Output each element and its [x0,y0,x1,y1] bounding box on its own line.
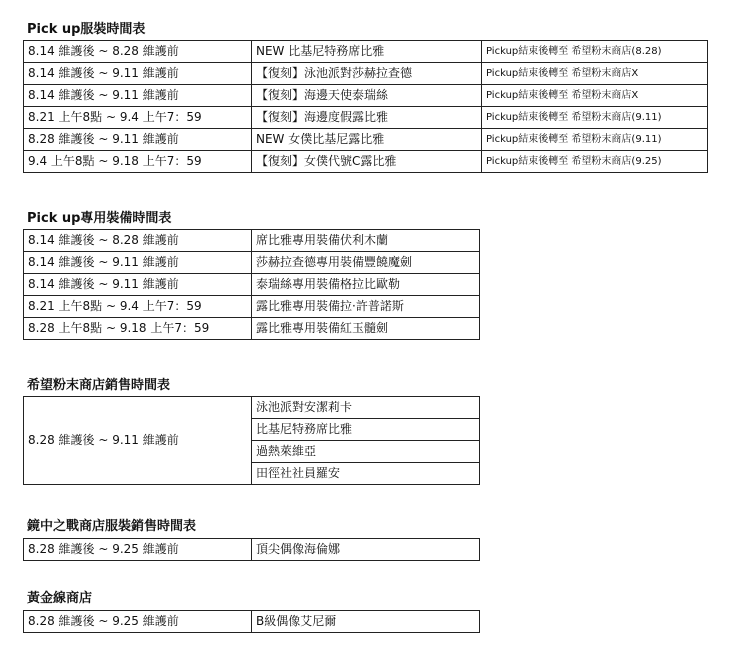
costume-cell: 【復刻】女僕代號C露比雅 [252,151,482,173]
table-row [24,274,480,296]
mirror-war-shop-table [23,538,480,561]
costume-cell: 【復刻】海邊度假露比雅 [252,107,482,129]
shop-item-cell: 比基尼特務席比雅 [252,419,480,441]
period-cell: 8.21 上午8點 ~ 9.4 上午7：59 [24,296,252,318]
table-row [24,85,708,107]
table-row [24,252,480,274]
period-cell: 8.28 維護後 ~ 9.11 維護前 [24,129,252,151]
costume-pickup-table [23,40,708,173]
period-cell: 8.28 維護後 ~ 9.25 維護前 [24,539,252,561]
table-row [24,318,480,340]
costume-cell: 【復刻】泳池派對莎赫拉查德 [252,63,482,85]
equipment-cell: 露比雅專用裝備紅玉髓劍 [252,318,480,340]
mirror-war-shop-title: 鏡中之戰商店服裝銷售時間表 [27,519,197,534]
table-row [24,63,708,85]
transfer-note-cell: Pickup結束後轉至 希望粉末商店(9.11) [482,129,708,151]
period-cell: 8.14 維護後 ~ 8.28 維護前 [24,41,252,63]
shop-item-cell: 過熱萊維亞 [252,441,480,463]
transfer-note-cell: Pickup結束後轉至 希望粉末商店(9.25) [482,151,708,173]
equipment-cell: 露比雅專用裝備拉·許普諾斯 [252,296,480,318]
period-cell: 8.28 維護後 ~ 9.25 維護前 [24,611,252,633]
table-row [24,230,480,252]
costume-pickup-title: Pick up服裝時間表 [27,22,146,37]
period-cell: 8.14 維護後 ~ 9.11 維護前 [24,85,252,107]
table-row [24,41,708,63]
equipment-cell: 莎赫拉查德專用裝備豐饒魔劍 [252,252,480,274]
period-cell: 8.14 維護後 ~ 8.28 維護前 [24,230,252,252]
table-row [24,611,480,633]
table-row [24,397,480,419]
hope-powder-shop-table [23,396,480,485]
costume-cell: 【復刻】海邊天使泰瑞絲 [252,85,482,107]
golden-line-shop-title: 黃金線商店 [27,591,93,606]
table-row [24,539,480,561]
shop-item-cell: 頂尖偶像海倫娜 [252,539,480,561]
golden-line-shop-table [23,610,480,633]
table-row [24,107,708,129]
period-cell: 8.28 上午8點 ~ 9.18 上午7：59 [24,318,252,340]
shop-item-cell: 泳池派對安潔莉卡 [252,397,480,419]
equipment-pickup-table [23,229,480,340]
period-cell: 8.28 維護後 ~ 9.11 維護前 [24,397,252,485]
period-cell: 9.4 上午8點 ~ 9.18 上午7：59 [24,151,252,173]
equipment-cell: 泰瑞絲專用裝備格拉比歐勒 [252,274,480,296]
period-cell: 8.14 維護後 ~ 9.11 維護前 [24,252,252,274]
hope-powder-shop-title: 希望粉末商店銷售時間表 [27,378,171,393]
shop-item-cell: 田徑社社員羅安 [252,463,480,485]
table-row [24,151,708,173]
table-row [24,296,480,318]
period-cell: 8.14 維護後 ~ 9.11 維護前 [24,274,252,296]
equipment-pickup-title: Pick up專用裝備時間表 [27,211,172,226]
transfer-note-cell: Pickup結束後轉至 希望粉末商店(8.28) [482,41,708,63]
transfer-note-cell: Pickup結束後轉至 希望粉末商店X [482,63,708,85]
shop-item-cell: B級偶像艾尼爾 [252,611,480,633]
transfer-note-cell: Pickup結束後轉至 希望粉末商店X [482,85,708,107]
period-cell: 8.21 上午8點 ~ 9.4 上午7：59 [24,107,252,129]
costume-cell: NEW 女僕比基尼露比雅 [252,129,482,151]
transfer-note-cell: Pickup結束後轉至 希望粉末商店(9.11) [482,107,708,129]
period-cell: 8.14 維護後 ~ 9.11 維護前 [24,63,252,85]
equipment-cell: 席比雅專用裝備伏利木蘭 [252,230,480,252]
table-row [24,129,708,151]
costume-cell: NEW 比基尼特務席比雅 [252,41,482,63]
